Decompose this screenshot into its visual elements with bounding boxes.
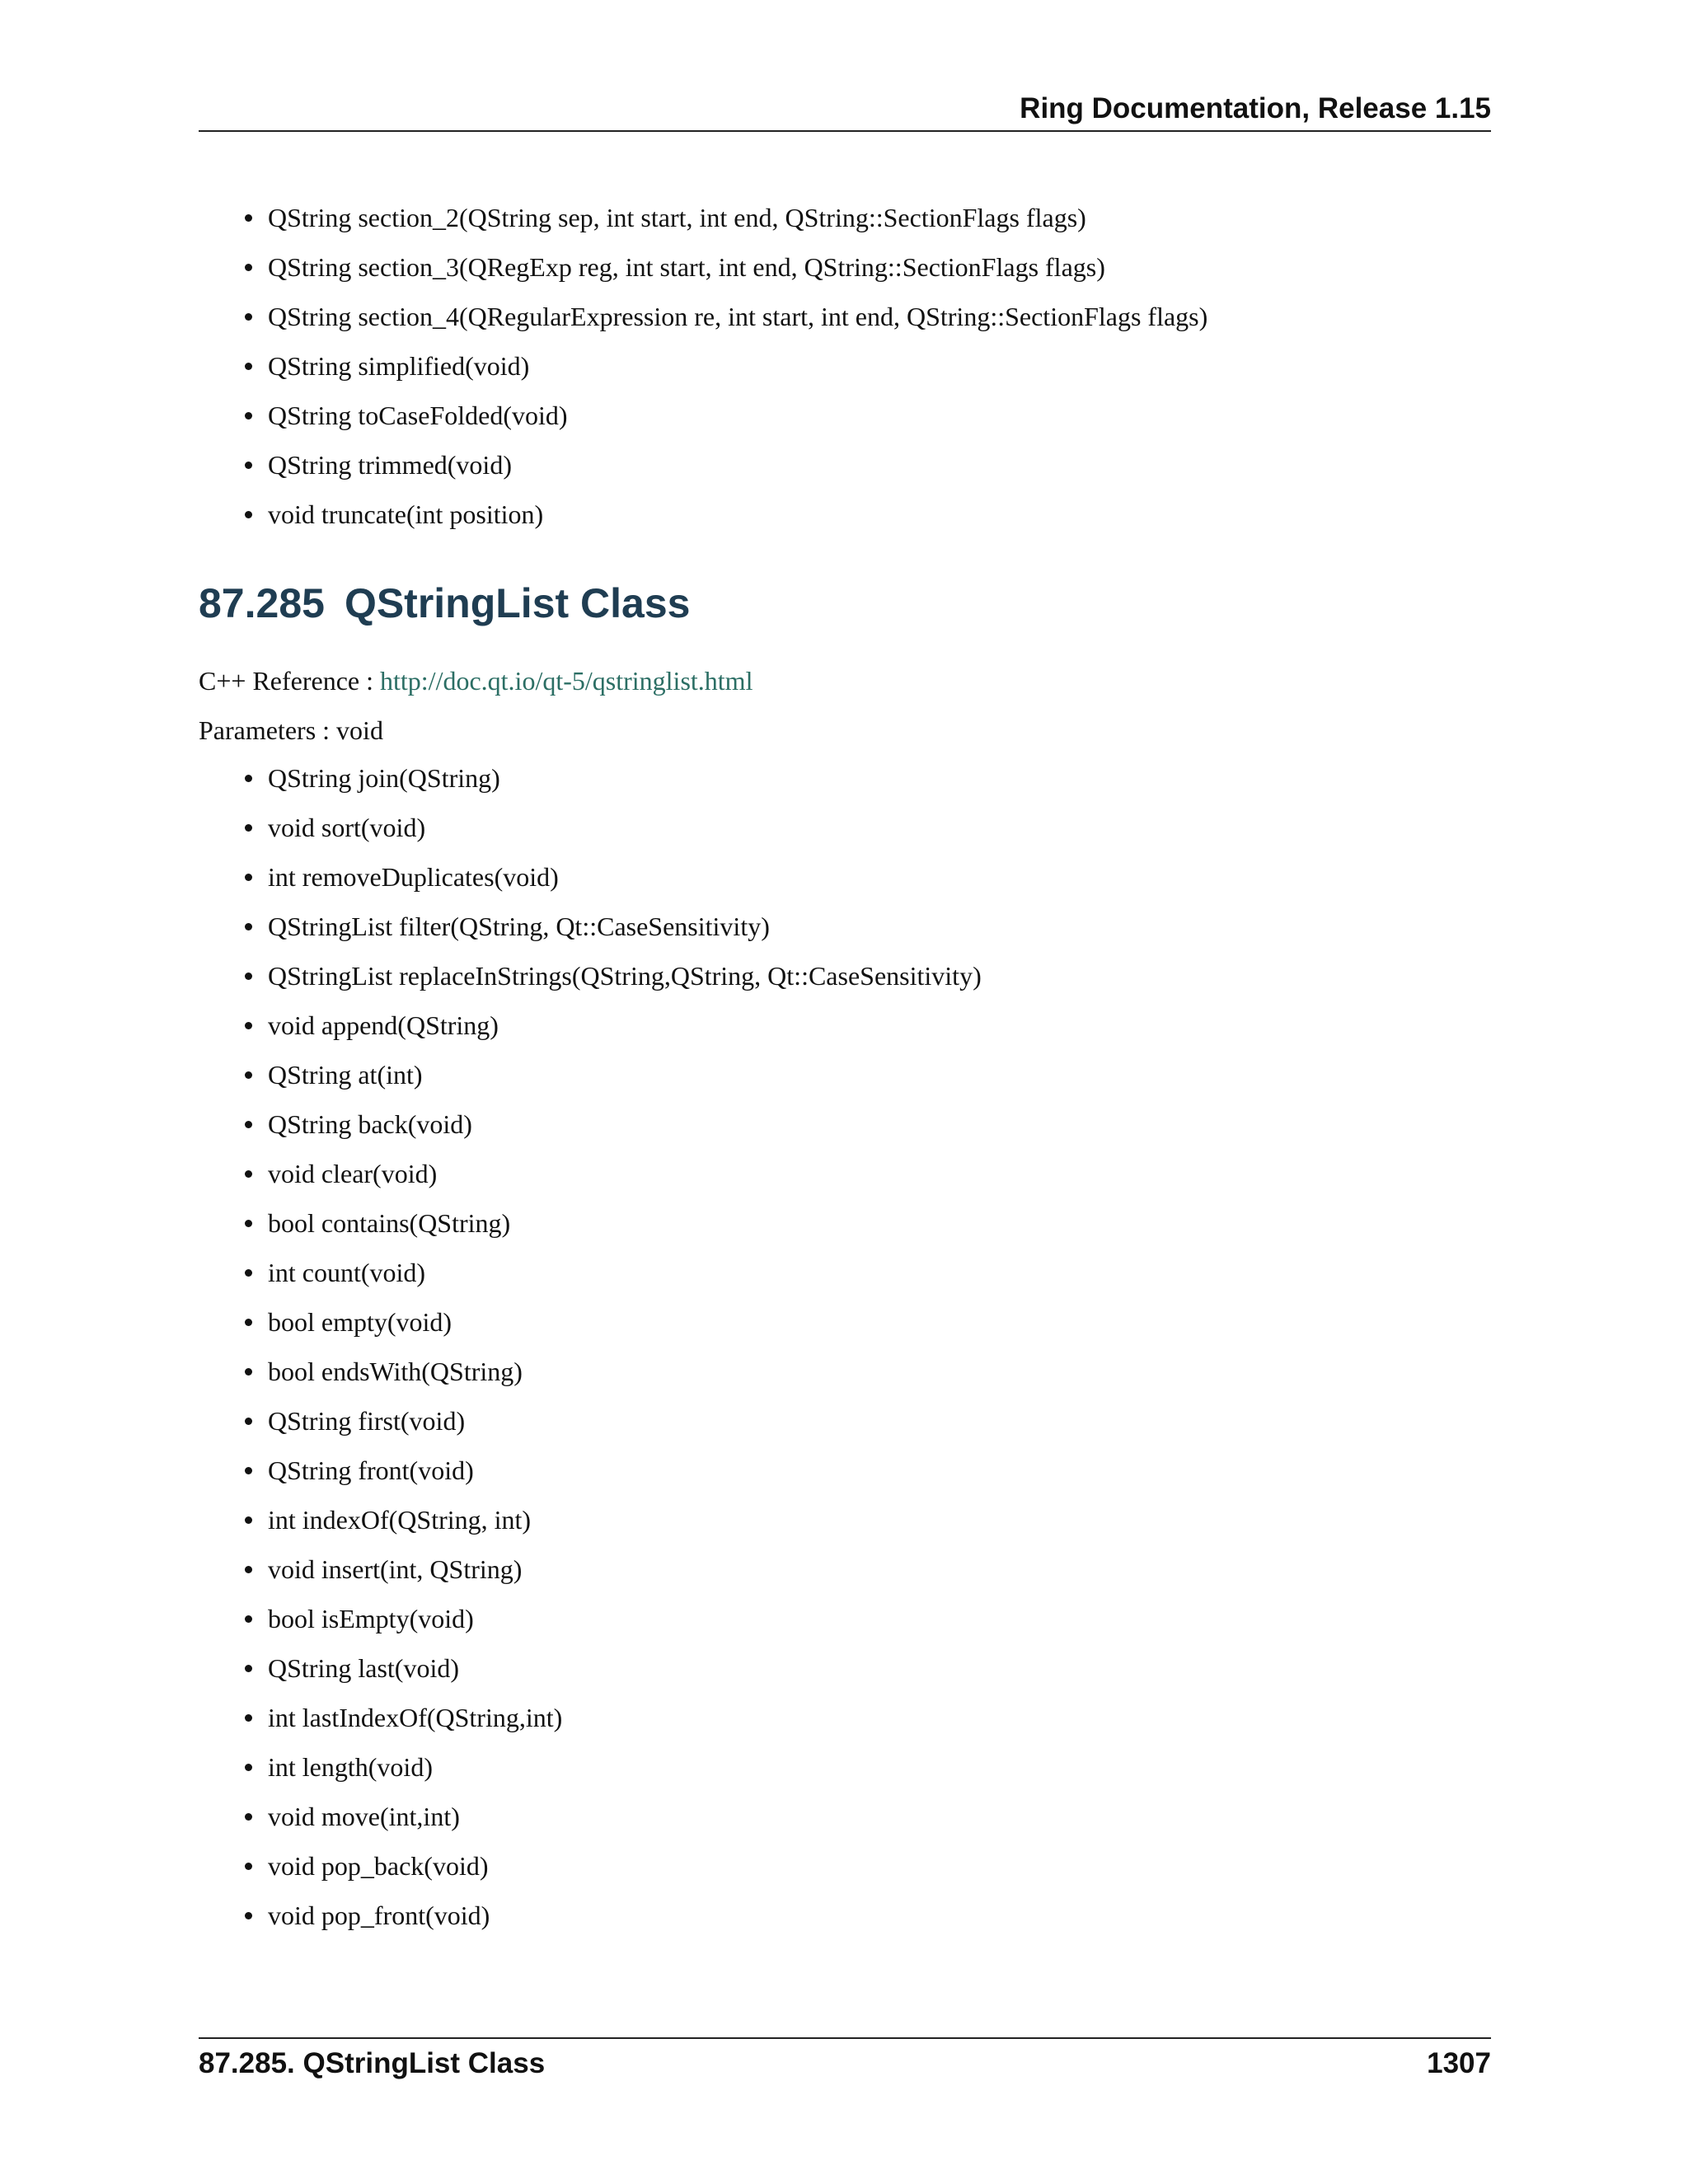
top-method-list — [199, 194, 1491, 541]
list-item: int removeDuplicates(void) — [199, 854, 1491, 903]
list-item: QString toCaseFolded(void) — [199, 392, 1491, 442]
page-content — [199, 194, 1491, 1942]
list-item: QString at(int) — [199, 1052, 1491, 1101]
list-item: int lastIndexOf(QString,int) — [199, 1694, 1491, 1744]
list-item: QString last(void) — [199, 1645, 1491, 1694]
list-item: void pop_front(void) — [199, 1892, 1491, 1942]
list-item: void move(int,int) — [199, 1793, 1491, 1843]
header-title: Ring Documentation, Release 1.15 — [1020, 92, 1491, 124]
list-item: QString section_3(QRegExp reg, int start, int end, QString::SectionFlags flags) — [199, 244, 1491, 293]
page-footer — [199, 2037, 1491, 2087]
section-heading — [199, 579, 1491, 628]
list-item: bool endsWith(QString) — [199, 1348, 1491, 1398]
section-title-text: QStringList Class — [344, 580, 691, 626]
list-item: int length(void) — [199, 1744, 1491, 1793]
section-number: 87.285 — [199, 580, 325, 626]
list-item: bool empty(void) — [199, 1299, 1491, 1348]
list-item: int count(void) — [199, 1249, 1491, 1299]
list-item: void sort(void) — [199, 804, 1491, 854]
page-header — [199, 92, 1491, 132]
list-item: QStringList replaceInStrings(QString,QString, Qt::CaseSensitivity) — [199, 953, 1491, 1002]
list-item: void truncate(int position) — [199, 491, 1491, 541]
list-item: QString front(void) — [199, 1447, 1491, 1497]
reference-line — [199, 656, 1491, 705]
qstringlist-section — [199, 579, 1491, 1942]
list-item: QString back(void) — [199, 1101, 1491, 1151]
list-item: QString section_4(QRegularExpression re, int start, int end, QString::SectionFlags flags) — [199, 293, 1491, 343]
method-list — [199, 755, 1491, 1942]
list-item: void append(QString) — [199, 1002, 1491, 1052]
list-item: bool contains(QString) — [199, 1200, 1491, 1249]
footer-section-label: 87.285. QStringList Class — [199, 2047, 546, 2079]
list-item: QString section_2(QString sep, int start, int end, QString::SectionFlags flags) — [199, 194, 1491, 244]
list-item: int indexOf(QString, int) — [199, 1497, 1491, 1546]
list-item: QString simplified(void) — [199, 343, 1491, 392]
list-item: QStringList filter(QString, Qt::CaseSensitivity) — [199, 903, 1491, 953]
list-item: void pop_back(void) — [199, 1843, 1491, 1892]
list-item: void insert(int, QString) — [199, 1546, 1491, 1596]
reference-link[interactable]: http://doc.qt.io/qt-5/qstringlist.html — [380, 666, 753, 696]
list-item: QString join(QString) — [199, 755, 1491, 804]
reference-label: C++ Reference : — [199, 666, 380, 696]
list-item: bool isEmpty(void) — [199, 1596, 1491, 1645]
list-item: QString first(void) — [199, 1398, 1491, 1447]
list-item: QString trimmed(void) — [199, 442, 1491, 491]
list-item: void clear(void) — [199, 1151, 1491, 1200]
footer-page-number: 1307 — [1427, 2047, 1491, 2079]
parameters-line: Parameters : void — [199, 715, 383, 745]
